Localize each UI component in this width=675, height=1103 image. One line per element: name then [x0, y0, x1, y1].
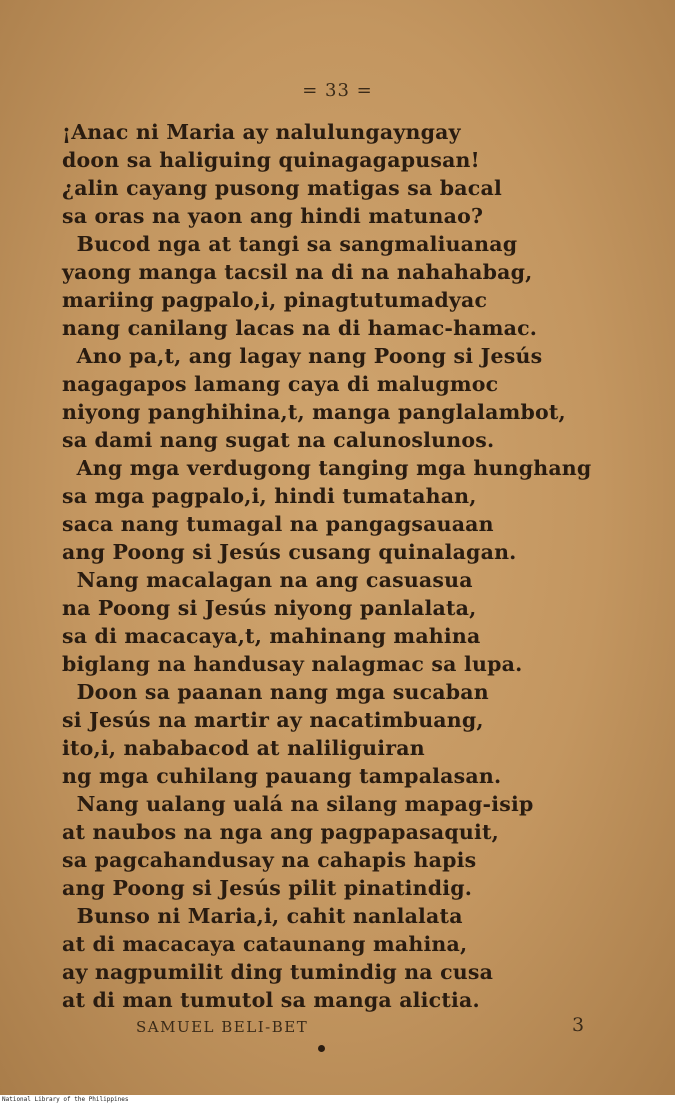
poem-line: yaong manga tacsil na di na nahahabag,	[62, 260, 533, 284]
poem-line: sa oras na yaon ang hindi matunao?	[62, 204, 484, 228]
footer-signature: 3	[572, 1014, 585, 1036]
ink-dot	[318, 1045, 325, 1052]
poem-line: ang Poong si Jesús cusang quinalagan.	[62, 540, 517, 564]
poem-line: si Jesús na martir ay nacatimbuang,	[62, 708, 484, 732]
library-credit: National Library of the Philippines	[2, 1096, 129, 1103]
poem-line: Ano pa,t, ang lagay nang Poong si Jesús	[62, 344, 543, 368]
poem-line: doon sa haliguing quinagagapusan!	[62, 148, 480, 172]
poem-line: na Poong si Jesús niyong panlalata,	[62, 596, 477, 620]
poem-line: at di man tumutol sa manga alictia.	[62, 988, 480, 1012]
poem-line: mariing pagpalo,i, pinagtutumadyac	[62, 288, 488, 312]
poem-line: at naubos na nga ang pagpapasaquit,	[62, 820, 499, 844]
poem-line: Doon sa paanan nang mga sucaban	[62, 680, 489, 704]
poem-line: Bucod nga at tangi sa sangmaliuanag	[62, 232, 518, 256]
poem-line: ng mga cuhilang pauang tampalasan.	[62, 764, 502, 788]
poem-line: ¡Anac ni Maria ay nalulungayngay	[62, 120, 461, 144]
poem-line: nagagapos lamang caya di malugmoc	[62, 372, 499, 396]
poem-line: niyong panghihina,t, manga panglalambot,	[62, 400, 566, 424]
poem-line: ay nagpumilit ding tumindig na cusa	[62, 960, 494, 984]
poem-line: ¿alin cayang pusong matigas sa bacal	[62, 176, 502, 200]
poem-line: Nang macalagan na ang casuasua	[62, 568, 473, 592]
page-number: = 33 =	[302, 80, 373, 101]
poem-line: sa dami nang sugat na calunoslunos.	[62, 428, 495, 452]
poem-line: sa pagcahandusay na cahapis hapis	[62, 848, 477, 872]
poem-line: sa mga pagpalo,i, hindi tumatahan,	[62, 484, 477, 508]
poem-line: sa di macacaya,t, mahinang mahina	[62, 624, 481, 648]
poem-line: Ang mga verdugong tanging mga hunghang	[62, 456, 592, 480]
poem-text	[62, 118, 632, 1014]
poem-line: saca nang tumagal na pangagsauaan	[62, 512, 494, 536]
footer-author: SAMUEL BELI-BET	[136, 1018, 309, 1036]
poem-line: at di macacaya cataunang mahina,	[62, 932, 468, 956]
poem-line: Nang ualang ualá na silang mapag-isip	[62, 792, 534, 816]
poem-line: ito,i, nababacod at naliliguiran	[62, 736, 425, 760]
poem-line: nang canilang lacas na di hamac-hamac.	[62, 316, 538, 340]
poem-line: Bunso ni Maria,i, cahit nanlalata	[62, 904, 463, 928]
poem-line: ang Poong si Jesús pilit pinatindig.	[62, 876, 473, 900]
poem-line: biglang na handusay nalagmac sa lupa.	[62, 652, 523, 676]
